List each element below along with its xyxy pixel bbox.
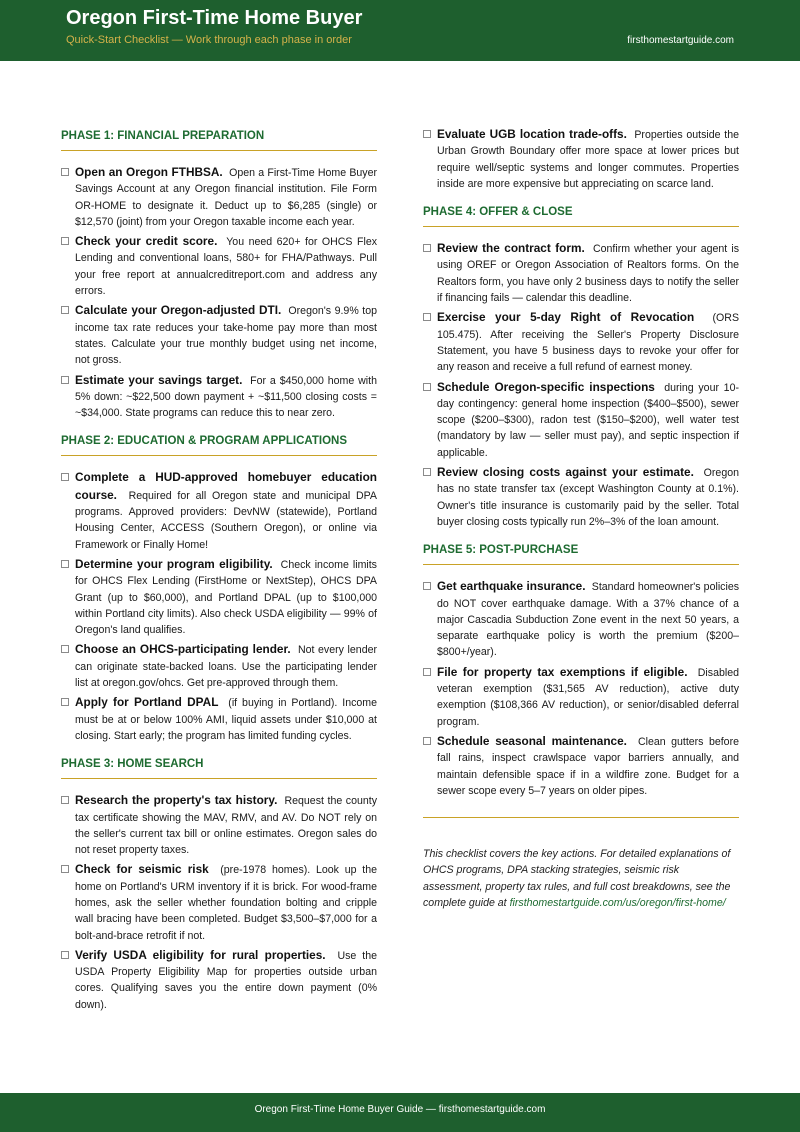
item-body: Open a First-Time Home Buyer Savings Account at any Oregon financial institution. File Form OR-HOME to designate it. Deduct up to $6,285 (single) or $12,570 (joint) from your Oregon taxable income each year. <box>75 167 378 228</box>
phase-3-heading: PHASE 3: HOME SEARCH <box>61 754 377 779</box>
checkbox[interactable] <box>61 168 69 176</box>
item-body: Confirm whether your agent is using OREF or Oregon Association of Realtors forms. On the Realtors form, you have only 2 business days to notify the seller if financing fails — calendar this deadline. <box>437 243 739 305</box>
checklist-item <box>423 664 739 730</box>
checkbox[interactable] <box>423 383 431 391</box>
item-title: Calculate your Oregon-adjusted DTI. <box>75 303 282 318</box>
phase-1-heading: PHASE 1: FINANCIAL PREPARATION <box>61 126 377 151</box>
checkbox[interactable] <box>61 560 69 568</box>
item-title: Review closing costs against your estimate. <box>437 465 694 480</box>
item-body: Properties outside the Urban Growth Boundary offer more space at lower prices but require well/septic systems and longer commutes. Properties inside are more expensive but appreciating on scarce land. <box>437 129 739 190</box>
item-title: Schedule seasonal maintenance. <box>437 733 627 748</box>
divider <box>423 817 739 818</box>
item-title: Estimate your savings target. <box>75 372 243 387</box>
checkbox[interactable] <box>423 313 431 321</box>
item-title: Exercise your 5-day Right of Revocation <box>437 310 695 325</box>
item-body: You need 620+ for OHCS Flex Lending and conventional loans, 580+ for FHA/Pathways. Pull your free report at annualcreditreport.com and address any errors. <box>75 236 378 298</box>
checklist-item <box>423 733 739 799</box>
checklist-item <box>423 464 739 530</box>
checkbox[interactable] <box>423 582 431 590</box>
item-body: Standard homeowner's policies do NOT cover earthquake damage. With a 37% chance of a major Cascadia Subduction Zone event in the next 50 years, a separate earthquake policy is worth the premium ($200–$800+/year). <box>437 581 740 659</box>
checklist-item <box>61 164 377 230</box>
page-title: Oregon First-Time Home Buyer <box>66 7 363 29</box>
checklist-item <box>423 578 739 660</box>
phase-4-heading: PHASE 4: OFFER & CLOSE <box>423 202 739 227</box>
item-body: Not every lender can originate state-backed loans. Use the participating lender list at oregon.gov/ohcs. Get pre-approved through them. <box>75 644 378 690</box>
item-body: Oregon's 9.9% top income tax rate reduces your take-home pay more than most states. Calculate your true monthly budget using net income, not gross. <box>75 305 378 367</box>
footer <box>0 1093 800 1132</box>
item-body: (if buying in Portland). Income must be at or below 100% AMI, liquid assets under $10,000 at closing. Start early; the program has limited funding cycles. <box>75 697 378 742</box>
item-body: (ORS 105.475). After receiving the Seller's Property Disclosure Statement, you have 5 business days to revoke your offer for any reason and receive a full refund of earnest money. <box>437 312 740 374</box>
checkbox[interactable] <box>61 645 69 653</box>
checklist-item <box>61 469 377 552</box>
guide-link[interactable]: firsthomestartguide.com/us/oregon/first-home/ <box>509 896 726 909</box>
item-body: Check income limits for OHCS Flex Lending (FirstHome or NextStep), OHCS DPA Grant (up to $60,000), and Portland DPAL (up to $100,000 within Portland city limits). Also check USDA eligibility — 99% of Oregon's land qualifies. <box>75 558 377 637</box>
item-body: (pre-1978 homes). Look up the home on Portland's URM inventory if it is brick. For wood-frame homes, ask the seller whether foundation bolting and cripple wall bracing have been completed. Budget $3,500–$7,000 for a bolt-and-brace retrofit if not. <box>75 864 377 942</box>
item-body: Use the USDA Property Eligibility Map for properties outside urban cores. Qualifying saves you the entire down payment (0% down). <box>75 949 377 1011</box>
item-body: For a $450,000 home with 5% down: ~$22,500 down payment + ~$11,500 closing costs = ~$34,000. State programs can reduce this to near zero. <box>75 374 377 420</box>
item-title: Determine your program eligibility. <box>75 556 273 571</box>
checklist-item <box>61 947 377 1013</box>
item-body: Oregon has no state transfer tax (except Washington County at 0.1%). Owner's title insurance is customarily paid by the seller. Total buyer closing costs typically run 2%–3% of the loan amount. <box>437 467 739 528</box>
right-column <box>423 126 739 911</box>
item-title: Apply for Portland DPAL <box>75 695 219 710</box>
item-title: Choose an OHCS-participating lender. <box>75 642 291 657</box>
checkbox[interactable] <box>61 237 69 245</box>
checklist-item <box>61 792 377 858</box>
checkbox[interactable] <box>61 376 69 384</box>
item-body: Disabled veteran exemption ($31,565 AV reduction), active duty exemption ($108,366 AV reduction), or senior/disabled deferral program. <box>437 666 739 728</box>
item-title: Get earthquake insurance. <box>437 579 586 594</box>
note-text: This checklist covers the key actions. For detailed explanations of OHCS programs, DPA stacking strategies, seismic risk assessment, property tax rules, and full cost breakdowns, see the complete guide at <box>423 848 731 909</box>
item-body: Clean gutters before fall rains, inspect crawlspace vapor barriers annually, and maintain defensible space if in a wildfire zone. Budget for a sewer scope every 5–7 years on older pipes. <box>437 735 739 797</box>
item-title: Complete a HUD-approved homebuyer education course. <box>75 470 377 502</box>
item-title: Review the contract form. <box>437 241 585 256</box>
item-title: Verify USDA eligibility for rural properties. <box>75 947 326 962</box>
checklist-item <box>61 302 377 368</box>
item-title: Check for seismic risk <box>75 862 209 877</box>
item-title: Open an Oregon FTHBSA. <box>75 165 223 179</box>
checklist-item <box>61 861 377 943</box>
checkbox[interactable] <box>61 865 69 873</box>
item-body: during your 10-day contingency: general home inspection ($400–$500), sewer scope ($200–$300), radon test ($150–$200), well water test (mandatory by law — seller must pay), and septic inspection if applicable. <box>437 381 739 459</box>
checkbox[interactable] <box>423 668 431 676</box>
checkbox[interactable] <box>61 796 69 804</box>
page-subtitle: Quick-Start Checklist — Work through each phase in order <box>66 34 352 46</box>
phase-2-heading: PHASE 2: EDUCATION & PROGRAM APPLICATIONS <box>61 431 377 456</box>
checklist-item <box>423 240 739 306</box>
checkbox[interactable] <box>423 737 431 745</box>
item-title: File for property tax exemptions if eligible. <box>437 664 688 679</box>
checkbox[interactable] <box>61 473 69 481</box>
checkbox[interactable] <box>423 244 431 252</box>
header-banner <box>0 0 800 61</box>
header-site-link[interactable]: firsthomestartguide.com <box>627 35 734 46</box>
item-title: Check your credit score. <box>75 234 218 249</box>
checkbox[interactable] <box>61 698 69 706</box>
item-body: Required for all Oregon state and municipal DPA programs. Approved providers: DevNW (statewide), Portland Housing Center, ACCESS (Southern Oregon), or online via Framework or Finally Home! <box>75 489 377 551</box>
footer-text: Oregon First-Time Home Buyer Guide — firsthomestartguide.com <box>254 1104 546 1115</box>
checklist-item <box>61 694 377 744</box>
item-body: Request the county tax certificate showing the MAV, RMV, and AV. Do NOT rely on the seller's current tax bill or online estimates. Oregon sales do not reset property taxes. <box>75 795 377 857</box>
checklist-item <box>61 556 377 638</box>
closing-note <box>423 846 739 911</box>
checkbox[interactable] <box>61 306 69 314</box>
checklist-item <box>423 126 739 192</box>
checklist-item <box>423 379 739 461</box>
checkbox[interactable] <box>423 130 431 138</box>
phase-5-heading: PHASE 5: POST-PURCHASE <box>423 540 739 565</box>
item-title: Schedule Oregon-specific inspections <box>437 379 655 394</box>
checklist-item <box>61 372 377 422</box>
checklist-item <box>61 233 377 299</box>
checkbox[interactable] <box>423 468 431 476</box>
item-title: Evaluate UGB location trade-offs. <box>437 127 627 141</box>
checklist-item <box>61 641 377 691</box>
item-title: Research the property's tax history. <box>75 793 278 808</box>
left-column <box>61 126 377 1016</box>
checklist-item <box>423 309 739 375</box>
checkbox[interactable] <box>61 951 69 959</box>
